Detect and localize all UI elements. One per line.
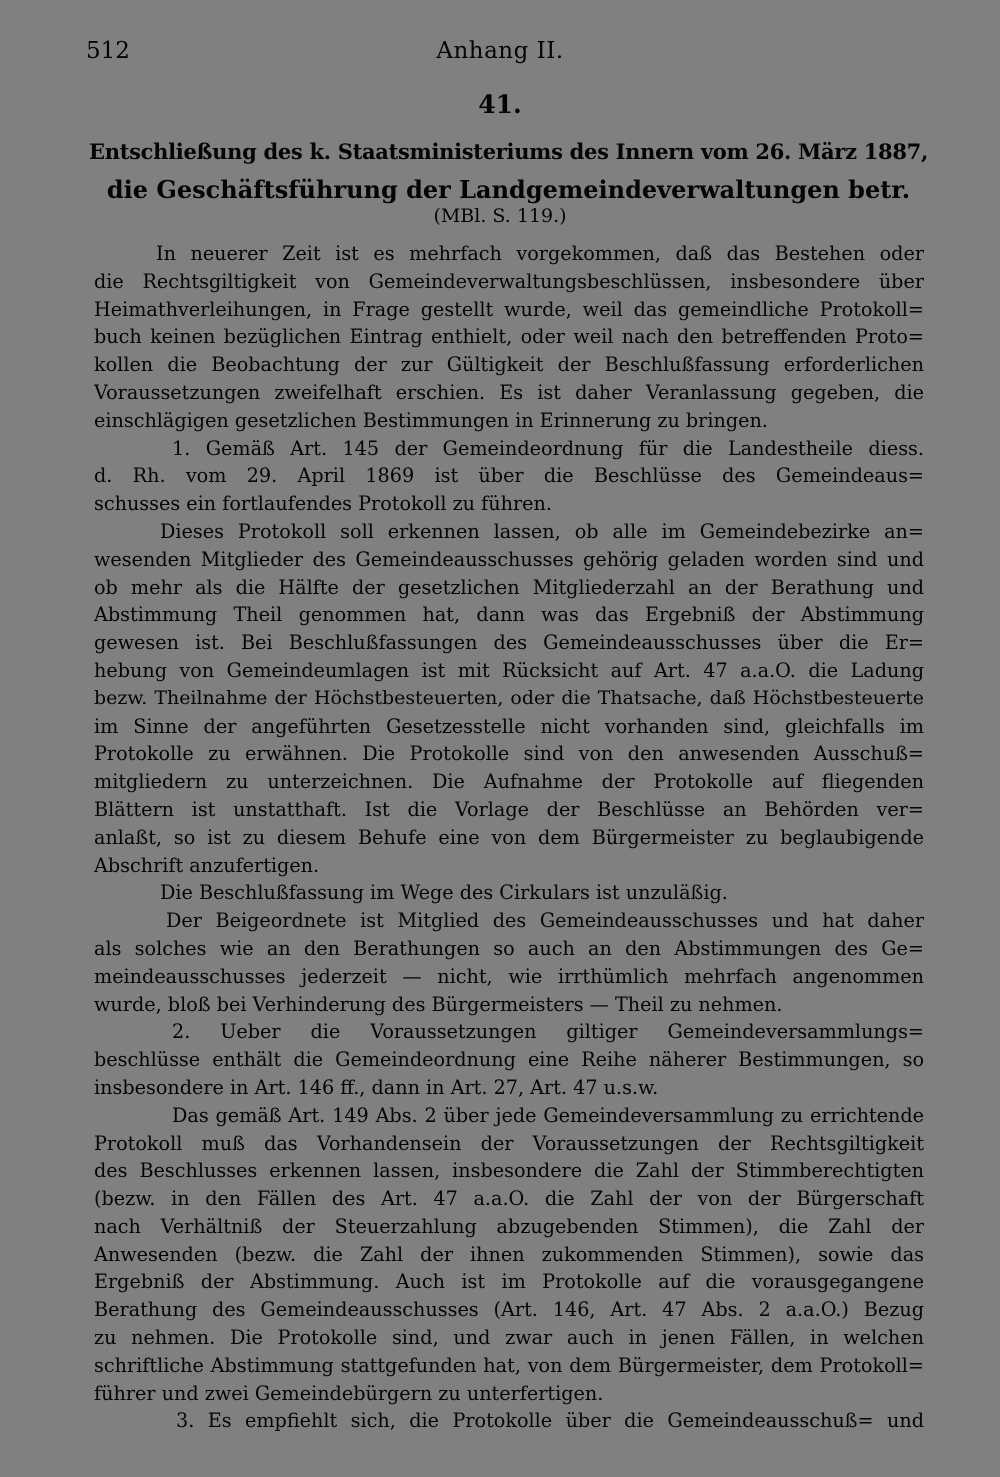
text-line: Die Beschlußfassung im Wege des Cirkulars ist unzuläßig.	[160, 881, 728, 905]
text-line: anlaßt, so ist zu diesem Behufe eine von dem Bürgermeister zu beglaubigende	[94, 825, 924, 849]
text-line: führer und zwei Gemeindebürgern zu unterfertigen.	[94, 1381, 604, 1405]
text-line: In neuerer Zeit ist es mehrfach vorgekommen, daß das Bestehen oder	[156, 242, 924, 265]
text-line: als solches wie an den Berathungen so auch an den Abstimmungen des Ge=	[94, 936, 924, 960]
text-line: gewesen ist. Bei Beschlußfassungen des Gemeindeausschusses über die Er=	[94, 631, 924, 655]
text-line: buch keinen bezüglichen Eintrag enthielt, oder weil nach den betreffenden Proto=	[94, 325, 924, 349]
text-line: Der Beigeordnete ist Mitglied des Gemeindeausschusses und hat daher	[166, 909, 924, 933]
text-line: Blättern ist unstatthaft. Ist die Vorlage der Beschlüsse an Behörden ver=	[94, 797, 924, 821]
text-line: Berathung des Gemeindeausschusses (Art. 146, Art. 47 Abs. 2 a.a.O.) Bezug	[94, 1298, 924, 1322]
text-line: 3. Es empfiehlt sich, die Protokolle über die Gemeindeausschuß= und	[176, 1409, 924, 1433]
text-line: meindeausschusses jederzeit — nicht, wie irrthümlich mehrfach angenommen	[94, 964, 924, 988]
text-line: (bezw. in den Fällen des Art. 47 a.a.O. die Zahl der von der Bürgerschaft	[94, 1187, 924, 1211]
text-line: 1. Gemäß Art. 145 der Gemeindeordnung für die Landestheile diess.	[172, 436, 924, 460]
text-line: Anwesenden (bezw. die Zahl der ihnen zukommenden Stimmen), sowie das	[94, 1242, 924, 1266]
text-line: ob mehr als die Hälfte der gesetzlichen Mitgliederzahl an der Berathung und	[94, 575, 924, 599]
text-line: schriftliche Abstimmung stattgefunden hat, von dem Bürgermeister, dem Protokoll=	[94, 1353, 924, 1377]
text-line: bezw. Theilnahme der Höchstbesteuerten, oder die Thatsache, daß Höchstbesteuerte	[94, 686, 924, 709]
section-number: 41.	[478, 90, 522, 119]
title-line-2: die Geschäftsführung der Landgemeindeverwaltungen betr.	[106, 175, 911, 204]
text-line: Ergebniß der Abstimmung. Auch ist im Protokolle auf die vorausgegangene	[94, 1270, 924, 1294]
text-line: mitgliedern zu unterzeichnen. Die Aufnahme der Protokolle auf fliegenden	[94, 770, 924, 794]
text-line: d. Rh. vom 29. April 1869 ist über die Beschlüsse des Gemeindeaus=	[94, 464, 924, 488]
text-line: hebung von Gemeindeumlagen ist mit Rücksicht auf Art. 47 a.a.O. die Ladung	[94, 658, 924, 682]
text-line: zu nehmen. Die Protokolle sind, und zwar auch in jenen Fällen, in welchen	[94, 1326, 924, 1350]
text-line: nach Verhältniß der Steuerzahlung abzugebenden Stimmen), die Zahl der	[94, 1214, 924, 1238]
text-line: Protokoll muß das Vorhandensein der Voraussetzungen der Rechtsgiltigkeit	[94, 1131, 924, 1155]
text-line: Protokolle zu erwähnen. Die Protokolle sind von den anwesenden Ausschuß=	[94, 742, 924, 766]
document-title	[86, 132, 931, 208]
source-citation: (MBl. S. 119.)	[433, 205, 567, 227]
text-line: Abstimmung Theil genommen hat, dann was das Ergebniß der Abstimmung	[94, 603, 924, 627]
text-line: im Sinne der angeführten Gesetzesstelle nicht vorhanden sind, gleichfalls im	[94, 714, 924, 738]
text-line: die Rechtsgiltigkeit von Gemeindeverwaltungsbeschlüssen, insbesondere über	[94, 269, 924, 293]
text-line: schusses ein fortlaufendes Protokoll zu führen.	[94, 492, 552, 516]
text-line: beschlüsse enthält die Gemeindeordnung eine Reihe näherer Bestimmungen, so	[94, 1048, 924, 1072]
text-line: des Beschlusses erkennen lassen, insbesondere die Zahl der Stimmberechtigten	[94, 1159, 924, 1183]
page-header	[0, 38, 1000, 70]
text-line: Das gemäß Art. 149 Abs. 2 über jede Gemeindeversammlung zu errichtende	[172, 1103, 924, 1127]
page-number: 512	[86, 38, 130, 64]
text-line: Heimathverleihungen, in Frage gestellt wurde, weil das gemeindliche Protokoll=	[94, 297, 924, 321]
text-line: 2. Ueber die Voraussetzungen giltiger Gemeindeversammlungs=	[172, 1020, 924, 1044]
running-head: Anhang II.	[436, 38, 564, 64]
text-line: Voraussetzungen zweifelhaft erschien. Es ist daher Veranlassung gegeben, die	[94, 380, 924, 404]
title-line-1: Entschließung des k. Staatsministeriums des Innern vom 26. März 1887,	[89, 139, 928, 164]
text-line: wurde, bloß bei Verhinderung des Bürgermeisters — Theil zu nehmen.	[94, 992, 783, 1016]
text-line: wesenden Mitglieder des Gemeindeausschusses gehörig geladen worden sind und	[94, 547, 924, 571]
text-line: Dieses Protokoll soll erkennen lassen, ob alle im Gemeindebezirke an=	[160, 519, 924, 543]
text-line: einschlägigen gesetzlichen Bestimmungen in Erinnerung zu bringen.	[94, 408, 768, 432]
body-text	[94, 240, 924, 1435]
text-line: insbesondere in Art. 146 ff., dann in Art. 27, Art. 47 u.s.w.	[94, 1075, 659, 1099]
text-line: kollen die Beobachtung der zur Gültigkeit der Beschlußfassung erforderlichen	[94, 353, 924, 377]
text-line: Abschrift anzufertigen.	[94, 853, 320, 877]
